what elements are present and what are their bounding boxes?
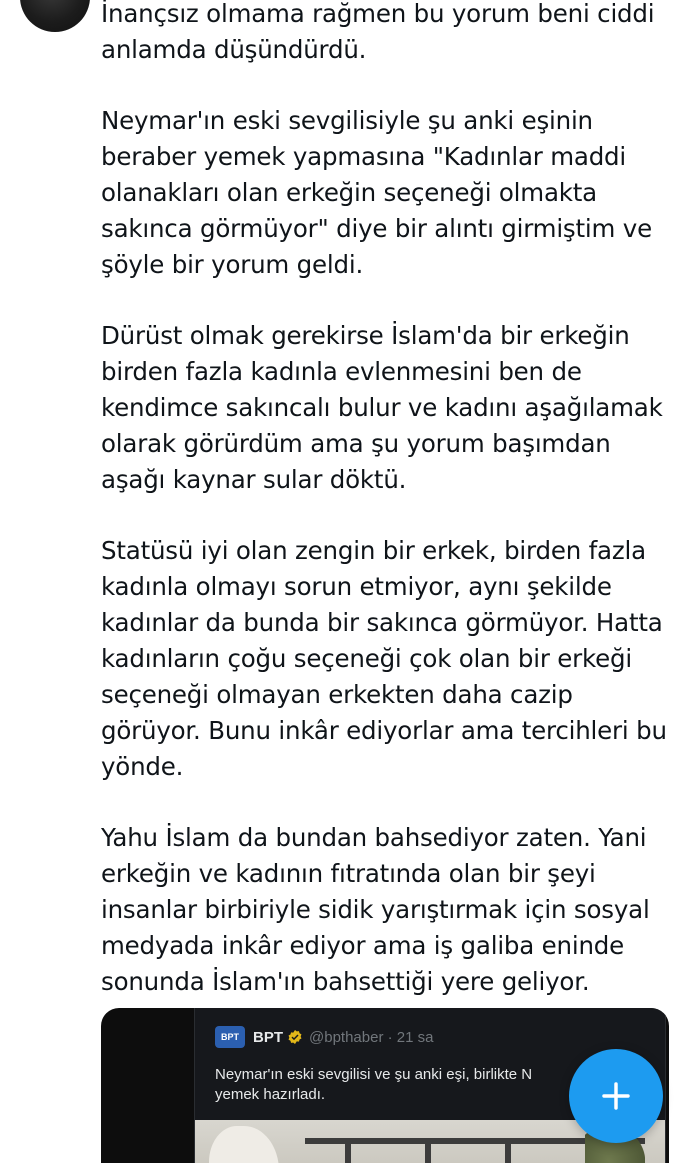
quoted-tweet-text: Neymar'ın eski sevgilisi ve şu anki eşi, birlikte N yemek hazırladı. xyxy=(215,1066,533,1103)
tweet-paragraph-1: İnançsız olmama rağmen bu yorum beni ciddi anlamda düşündürdü. xyxy=(101,0,655,64)
quoted-author-name: BPT xyxy=(253,1028,283,1046)
bpt-logo-icon: BPT xyxy=(215,1026,245,1048)
verified-badge-icon xyxy=(287,1029,303,1045)
quoted-handle-time: @bpthaber · 21 sa xyxy=(309,1028,434,1046)
plus-icon xyxy=(600,1080,632,1112)
tweet-paragraph-5: Yahu İslam da bundan bahsediyor zaten. Yani erkeğin ve kadının fıtratında olan bir şeyi insanlar birbiriyle sidik yarıştırmak için sosyal medyada inkâr ediyor ama iş galiba eninde sonunda İslam'ın bahsettiği yere geliyor. xyxy=(101,823,650,996)
photo-railing-bar xyxy=(345,1138,351,1163)
author-avatar[interactable] xyxy=(20,0,90,32)
photo-railing-bar xyxy=(425,1138,431,1163)
compose-post-button[interactable] xyxy=(569,1049,663,1143)
tweet-paragraph-3: Dürüst olmak gerekirse İslam'da bir erkeğin birden fazla kadınla evlenmesini ben de kendimce sakıncalı bulur ve kadını aşağılamak olarak görürdüm ama şu yorum başımdan aşağı kaynar sular döktü. xyxy=(101,321,663,494)
tweet-body xyxy=(101,0,681,1035)
quoted-tweet-header xyxy=(215,1026,433,1048)
photo-railing-bar xyxy=(505,1138,511,1163)
tweet-paragraph-4: Statüsü iyi olan zengin bir erkek, birden fazla kadınla olmayı sorun etmiyor, aynı şekilde kadınlar da bunda bir sakınca görmüyor. Hatta kadınların çoğu seçeneği çok olan bir erkeği seçeneği olmayan erkekten daha cazip görüyor. Bunu inkâr ediyorlar ama tercihleri bu yönde. xyxy=(101,536,667,781)
tweet-paragraph-2: Neymar'ın eski sevgilisiyle şu anki eşinin beraber yemek yapmasına "Kadınlar maddi olanakları olan erkeğin seçeneği olmakta sakınca görmüyor" diye bir alıntı girmiştim ve şöyle bir yorum geldi. xyxy=(101,106,652,279)
photo-figure xyxy=(209,1126,279,1163)
